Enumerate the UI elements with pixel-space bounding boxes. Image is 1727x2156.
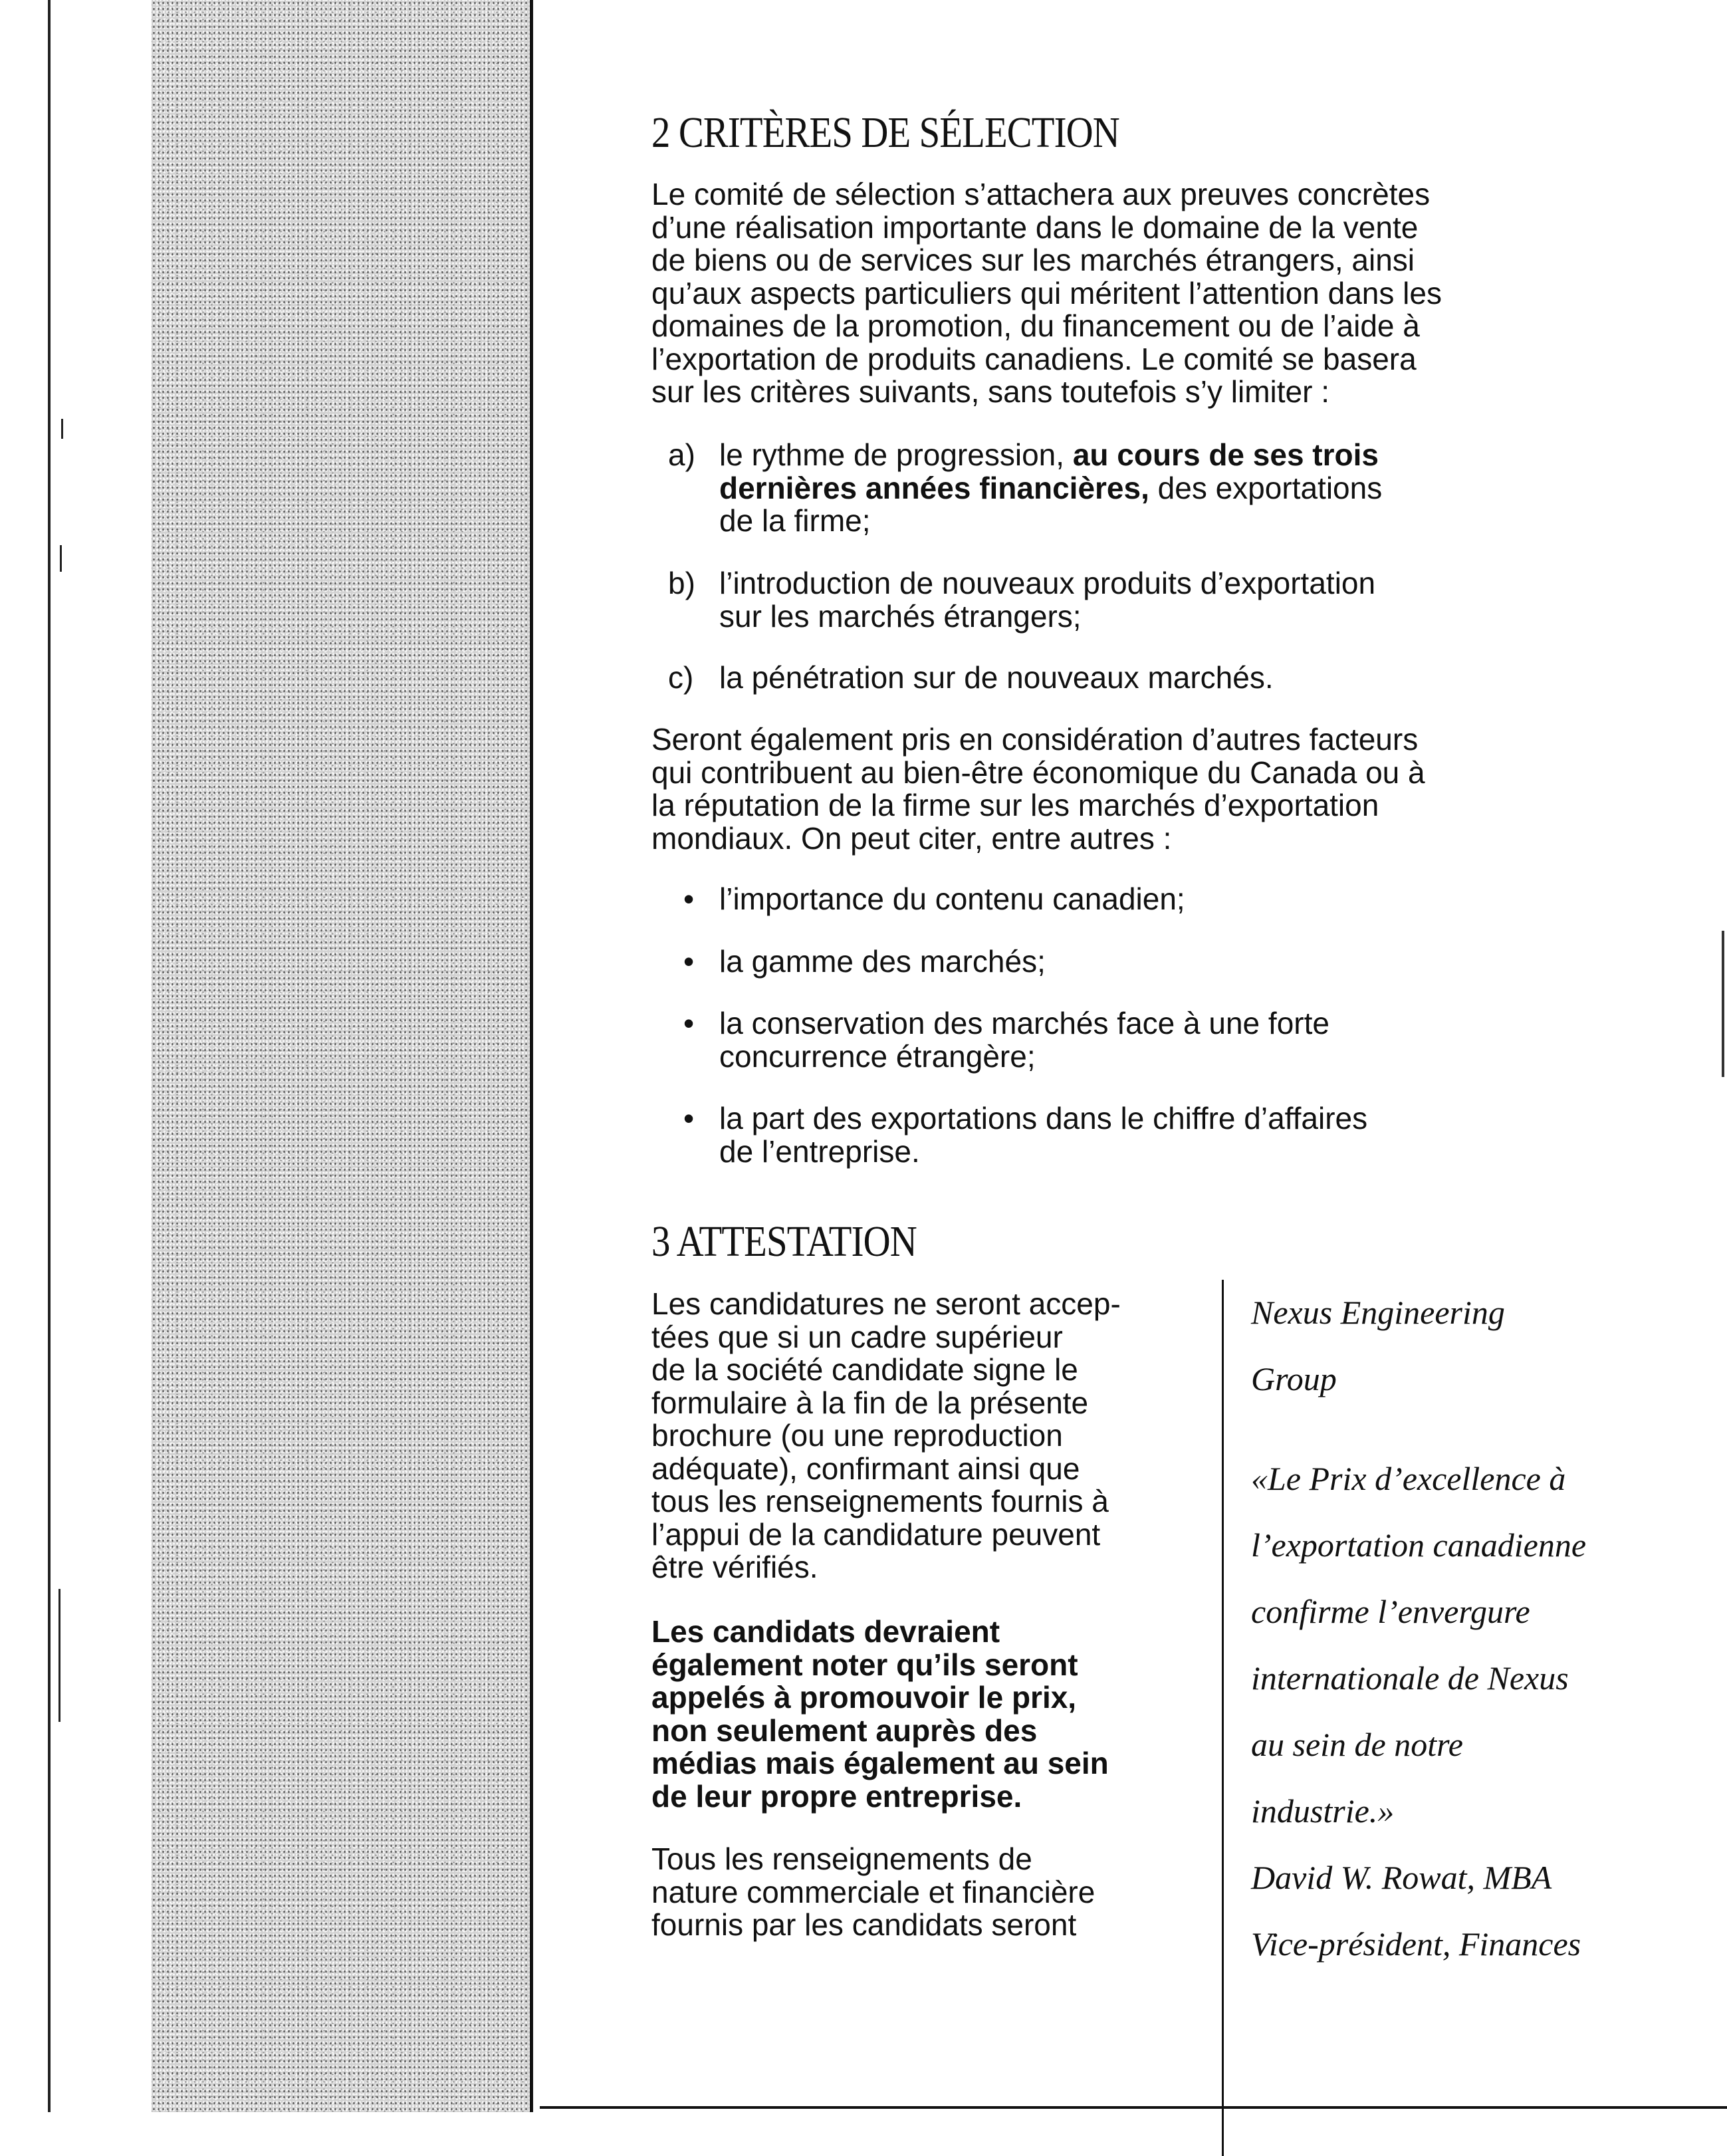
- speckled-side-band: [152, 0, 532, 2112]
- text-line: sur les critères suivants, sans toutefois s’y limiter :: [651, 374, 1329, 409]
- edge-tick-mark: [58, 1589, 60, 1722]
- text-line: mondiaux. On peut citer, entre autres :: [651, 821, 1172, 856]
- criterion-emphasis: dernières années financières,: [719, 471, 1149, 505]
- text-line: adéquate), confirmant ainsi que: [651, 1451, 1080, 1486]
- criterion-text-line: l’introduction de nouveaux produits d’exportation: [719, 566, 1376, 600]
- testimonial-author-title: Vice-président, Finances: [1251, 1925, 1581, 1963]
- text-line: appelés à promouvoir le prix,: [651, 1680, 1077, 1715]
- criterion-text-line: sur les marchés étrangers;: [719, 599, 1082, 634]
- text-line: Les candidatures ne seront accep-: [651, 1286, 1121, 1321]
- bullet-item: la conservation des marchés face à une forte: [719, 1006, 1329, 1040]
- edge-tick-mark: [60, 545, 62, 572]
- text-line: Tous les renseignements de: [651, 1842, 1032, 1876]
- testimonial-line: industrie.»: [1251, 1792, 1395, 1830]
- bullet-marker: •: [683, 882, 695, 916]
- section-2-heading: 2 CRITÈRES DE SÉLECTION: [651, 108, 1119, 157]
- text-line: de la société candidate signe le: [651, 1352, 1078, 1387]
- bullet-item-continued: de l’entreprise.: [719, 1134, 920, 1169]
- bullet-item: l’importance du contenu canadien;: [719, 882, 1185, 916]
- bottom-rule: [540, 2106, 1727, 2109]
- text-line: également noter qu’ils seront: [651, 1647, 1078, 1682]
- testimonial-line: confirme l’envergure: [1251, 1593, 1530, 1630]
- text-line: de leur propre entreprise.: [651, 1779, 1022, 1814]
- testimonial-line: au sein de notre: [1251, 1726, 1463, 1763]
- testimonial-line: l’exportation canadienne: [1251, 1526, 1587, 1564]
- text-line: Le comité de sélection s’attachera aux preuves concrètes: [651, 177, 1431, 211]
- criterion-text: des exportations: [1149, 471, 1383, 505]
- bullet-marker: •: [683, 1006, 695, 1040]
- text-line: être vérifiés.: [651, 1550, 818, 1584]
- testimonial-author: David W. Rowat, MBA: [1251, 1859, 1552, 1896]
- text-line: d’une réalisation importante dans le domaine de la vente: [651, 210, 1419, 245]
- testimonial-divider: [1222, 1280, 1224, 2156]
- criterion-emphasis: au cours de ses trois: [1072, 437, 1379, 472]
- bullet-marker: •: [683, 944, 695, 979]
- text-line: Seront également pris en considération d’autres facteurs: [651, 722, 1419, 757]
- text-line: fournis par les candidats seront: [651, 1907, 1077, 1942]
- text-line: tous les renseignements fournis à: [651, 1484, 1109, 1518]
- text-line: qui contribuent au bien-être économique du Canada ou à: [651, 755, 1425, 790]
- bullet-item-continued: concurrence étrangère;: [719, 1039, 1036, 1074]
- edge-tick-mark: [61, 419, 63, 439]
- text-line: brochure (ou une reproduction: [651, 1418, 1063, 1453]
- testimonial-line: internationale de Nexus: [1251, 1659, 1569, 1697]
- text-line: Les candidats devraient: [651, 1614, 1000, 1649]
- text-line: qu’aux aspects particuliers qui méritent l’attention dans les: [651, 276, 1442, 310]
- criterion-text-line: la pénétration sur de nouveaux marchés.: [719, 660, 1274, 695]
- text-line: non seulement auprès des: [651, 1713, 1038, 1748]
- text-line: formulaire à la fin de la présente: [651, 1385, 1089, 1420]
- page-edge-line: [48, 0, 51, 2112]
- criterion-text-line: [719, 439, 1379, 472]
- bullet-marker: •: [683, 1101, 695, 1136]
- criterion-text-line: [719, 472, 1382, 505]
- text-line: tées que si un cadre supérieur: [651, 1320, 1063, 1354]
- testimonial-line: Group: [1251, 1360, 1337, 1397]
- text-line: domaines de la promotion, du financement ou de l’aide à: [651, 308, 1420, 343]
- testimonial-line: «Le Prix d’excellence à: [1251, 1460, 1566, 1497]
- text-line: la réputation de la firme sur les marchés d’exportation: [651, 788, 1379, 822]
- criterion-label: c): [668, 660, 694, 695]
- criterion-text-line: de la firme;: [719, 503, 871, 538]
- bullet-item: la gamme des marchés;: [719, 944, 1046, 979]
- text-line: de biens ou de services sur les marchés étrangers, ainsi: [651, 243, 1415, 277]
- band-divider-rule: [530, 0, 533, 2112]
- bullet-item: la part des exportations dans le chiffre d’affaires: [719, 1101, 1368, 1136]
- criterion-label: a): [668, 437, 695, 472]
- text-line: nature commerciale et financière: [651, 1875, 1095, 1909]
- testimonial-line: Nexus Engineering: [1251, 1294, 1505, 1331]
- text-line: l’exportation de produits canadiens. Le comité se basera: [651, 342, 1417, 376]
- section-3-heading: 3 ATTESTATION: [651, 1217, 917, 1266]
- text-line: médias mais également au sein: [651, 1746, 1109, 1780]
- right-edge-mark: [1722, 931, 1724, 1077]
- criterion-label: b): [668, 566, 695, 600]
- text-line: l’appui de la candidature peuvent: [651, 1517, 1101, 1552]
- criterion-text: le rythme de progression,: [719, 437, 1073, 472]
